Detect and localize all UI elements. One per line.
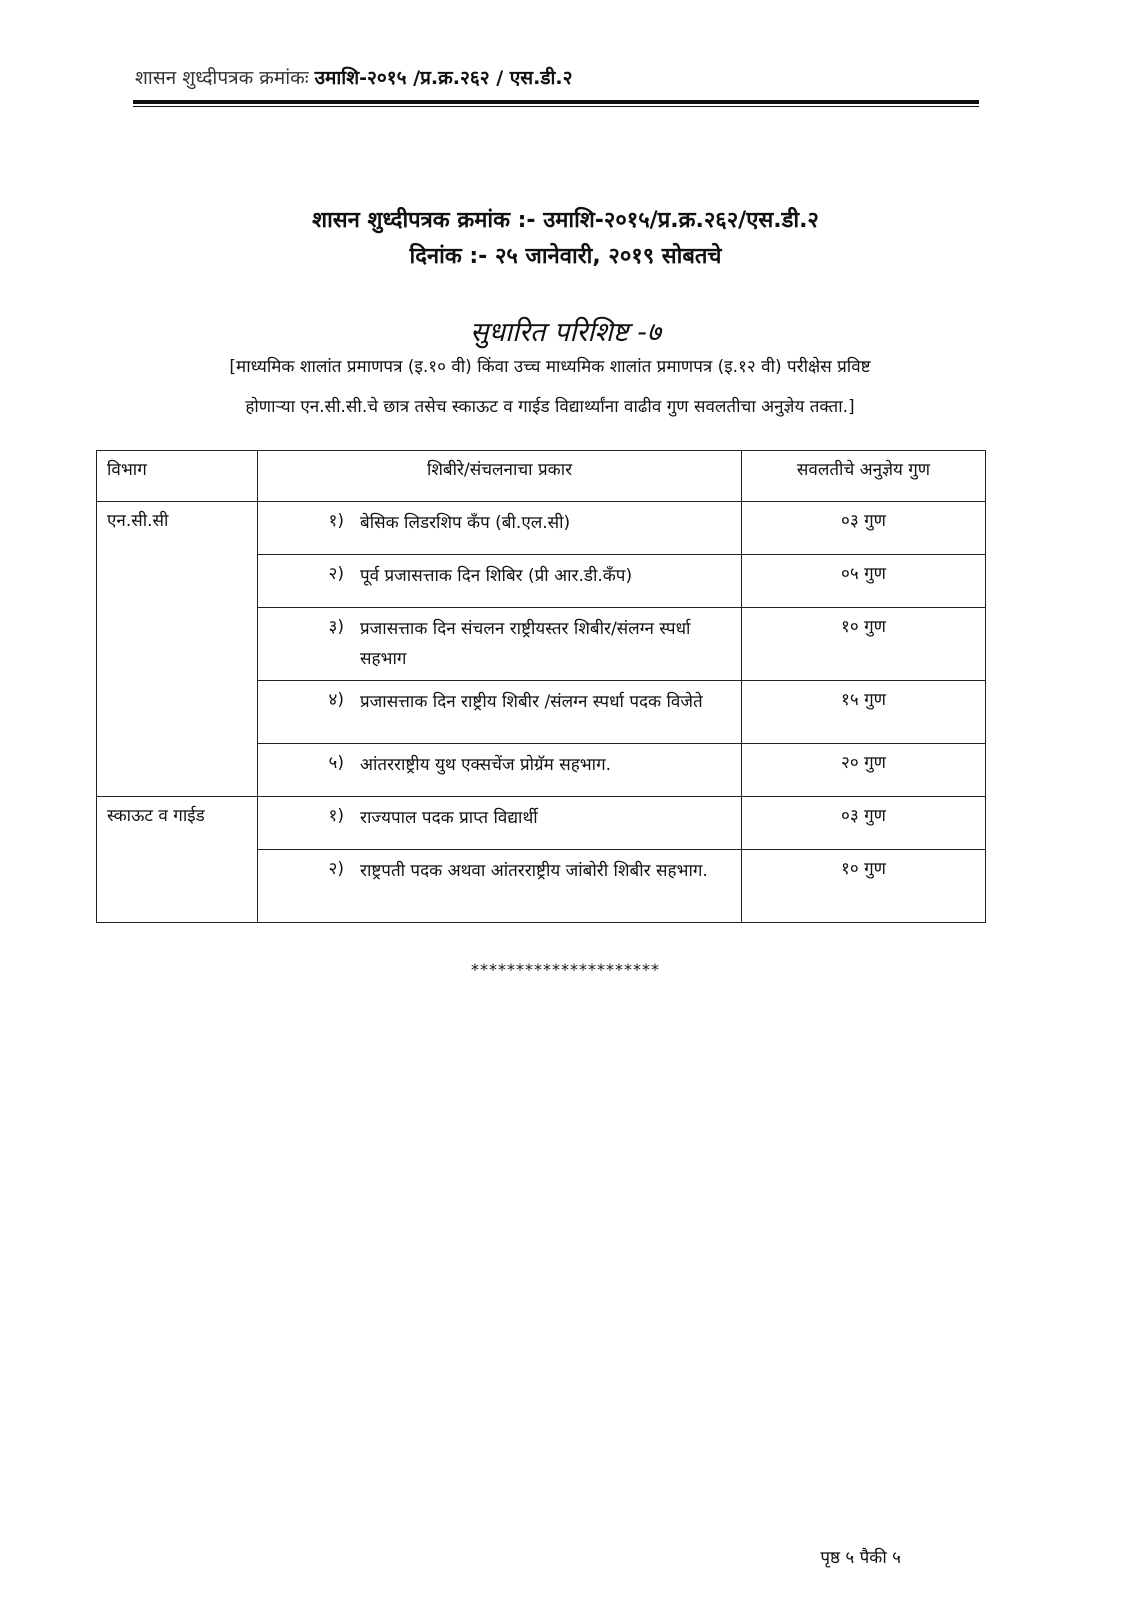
table-row — [97, 797, 986, 850]
department-cell: एन.सी.सी — [97, 502, 258, 797]
camp-type: राष्ट्रपती पदक अथवा आंतरराष्ट्रीय जांबोरी शिबीर सहभाग. — [360, 861, 708, 881]
item-number: १) — [328, 806, 344, 826]
header-department: विभाग — [97, 451, 258, 502]
marks-cell: १५ गुण — [742, 681, 986, 744]
marks-cell: ०५ गुण — [742, 555, 986, 608]
note-line-1: [माध्यमिक शालांत प्रमाणपत्र (इ.१० वी) किंवा उच्च माध्यमिक शालांत प्रमाणपत्र (इ.१२ वी) परीक्षेस प्रविष्ट — [229, 357, 871, 377]
header-rule-thick — [133, 100, 979, 104]
marks-cell: ०३ गुण — [742, 797, 986, 850]
item-number: १) — [328, 511, 344, 531]
item-number: २) — [328, 859, 344, 879]
appendix-title: सुधारित परिशिष्ट -७ — [470, 317, 661, 348]
marks-cell: ०३ गुण — [742, 502, 986, 555]
table-row — [97, 502, 986, 555]
item-number: ५) — [328, 753, 344, 773]
department-cell: स्काऊट व गाईड — [97, 797, 258, 923]
note-line-2: होणाऱ्या एन.सी.सी.चे छात्र तसेच स्काऊट व गाईड विद्यार्थ्यांना वाढीव गुण सवलतीचा अनुज्ञेय तक्ता.] — [245, 397, 855, 417]
separator-stars: ********************* — [471, 960, 660, 979]
camp-type: पूर्व प्रजासत्ताक दिन शिबिर (प्री आर.डी.कॅंप) — [360, 566, 633, 586]
camp-type: प्रजासत्ताक दिन राष्ट्रीय शिबीर /संलग्न स्पर्धा पदक विजेते — [360, 692, 703, 712]
item-number: ४) — [328, 690, 344, 710]
item-number: २) — [328, 564, 344, 584]
marks-cell: २० गुण — [742, 744, 986, 797]
header-reference: उमाशि-२०१५ /प्र.क्र.२६२ / एस.डी.२ — [314, 67, 573, 89]
document-date: दिनांक :- २५ जानेवारी, २०१९ सोबतचे — [409, 244, 722, 269]
marks-cell: १० गुण — [742, 850, 986, 923]
marks-table — [96, 450, 986, 923]
header-camp-type: शिबीरे/संचलनाचा प्रकार — [258, 451, 742, 502]
header-prefix: शासन शुध्दीपत्रक क्रमांकः — [135, 67, 315, 89]
header-rule-thin — [133, 106, 979, 107]
camp-type: प्रजासत्ताक दिन संचलन राष्ट्रीयस्तर शिबीर/संलग्न स्पर्धा सहभाग — [360, 619, 691, 669]
item-number: ३) — [328, 617, 344, 637]
table-header-row — [97, 451, 986, 502]
header-marks: सवलतीचे अनुज्ञेय गुण — [742, 451, 986, 502]
camp-type: राज्यपाल पदक प्राप्त विद्यार्थी — [360, 808, 538, 828]
camp-type: बेसिक लिडरशिप कॅंप (बी.एल.सी) — [360, 513, 571, 533]
page-header — [135, 64, 975, 90]
document-title: शासन शुध्दीपत्रक क्रमांक :- उमाशि-२०१५/प्र.क्र.२६२/एस.डी.२ — [312, 208, 819, 233]
page-number: पृष्ठ ५ पैकी ५ — [820, 1548, 901, 1568]
camp-type: आंतरराष्ट्रीय युथ एक्सचेंज प्रोग्रॅम सहभाग. — [360, 755, 612, 775]
marks-cell: १० गुण — [742, 608, 986, 681]
